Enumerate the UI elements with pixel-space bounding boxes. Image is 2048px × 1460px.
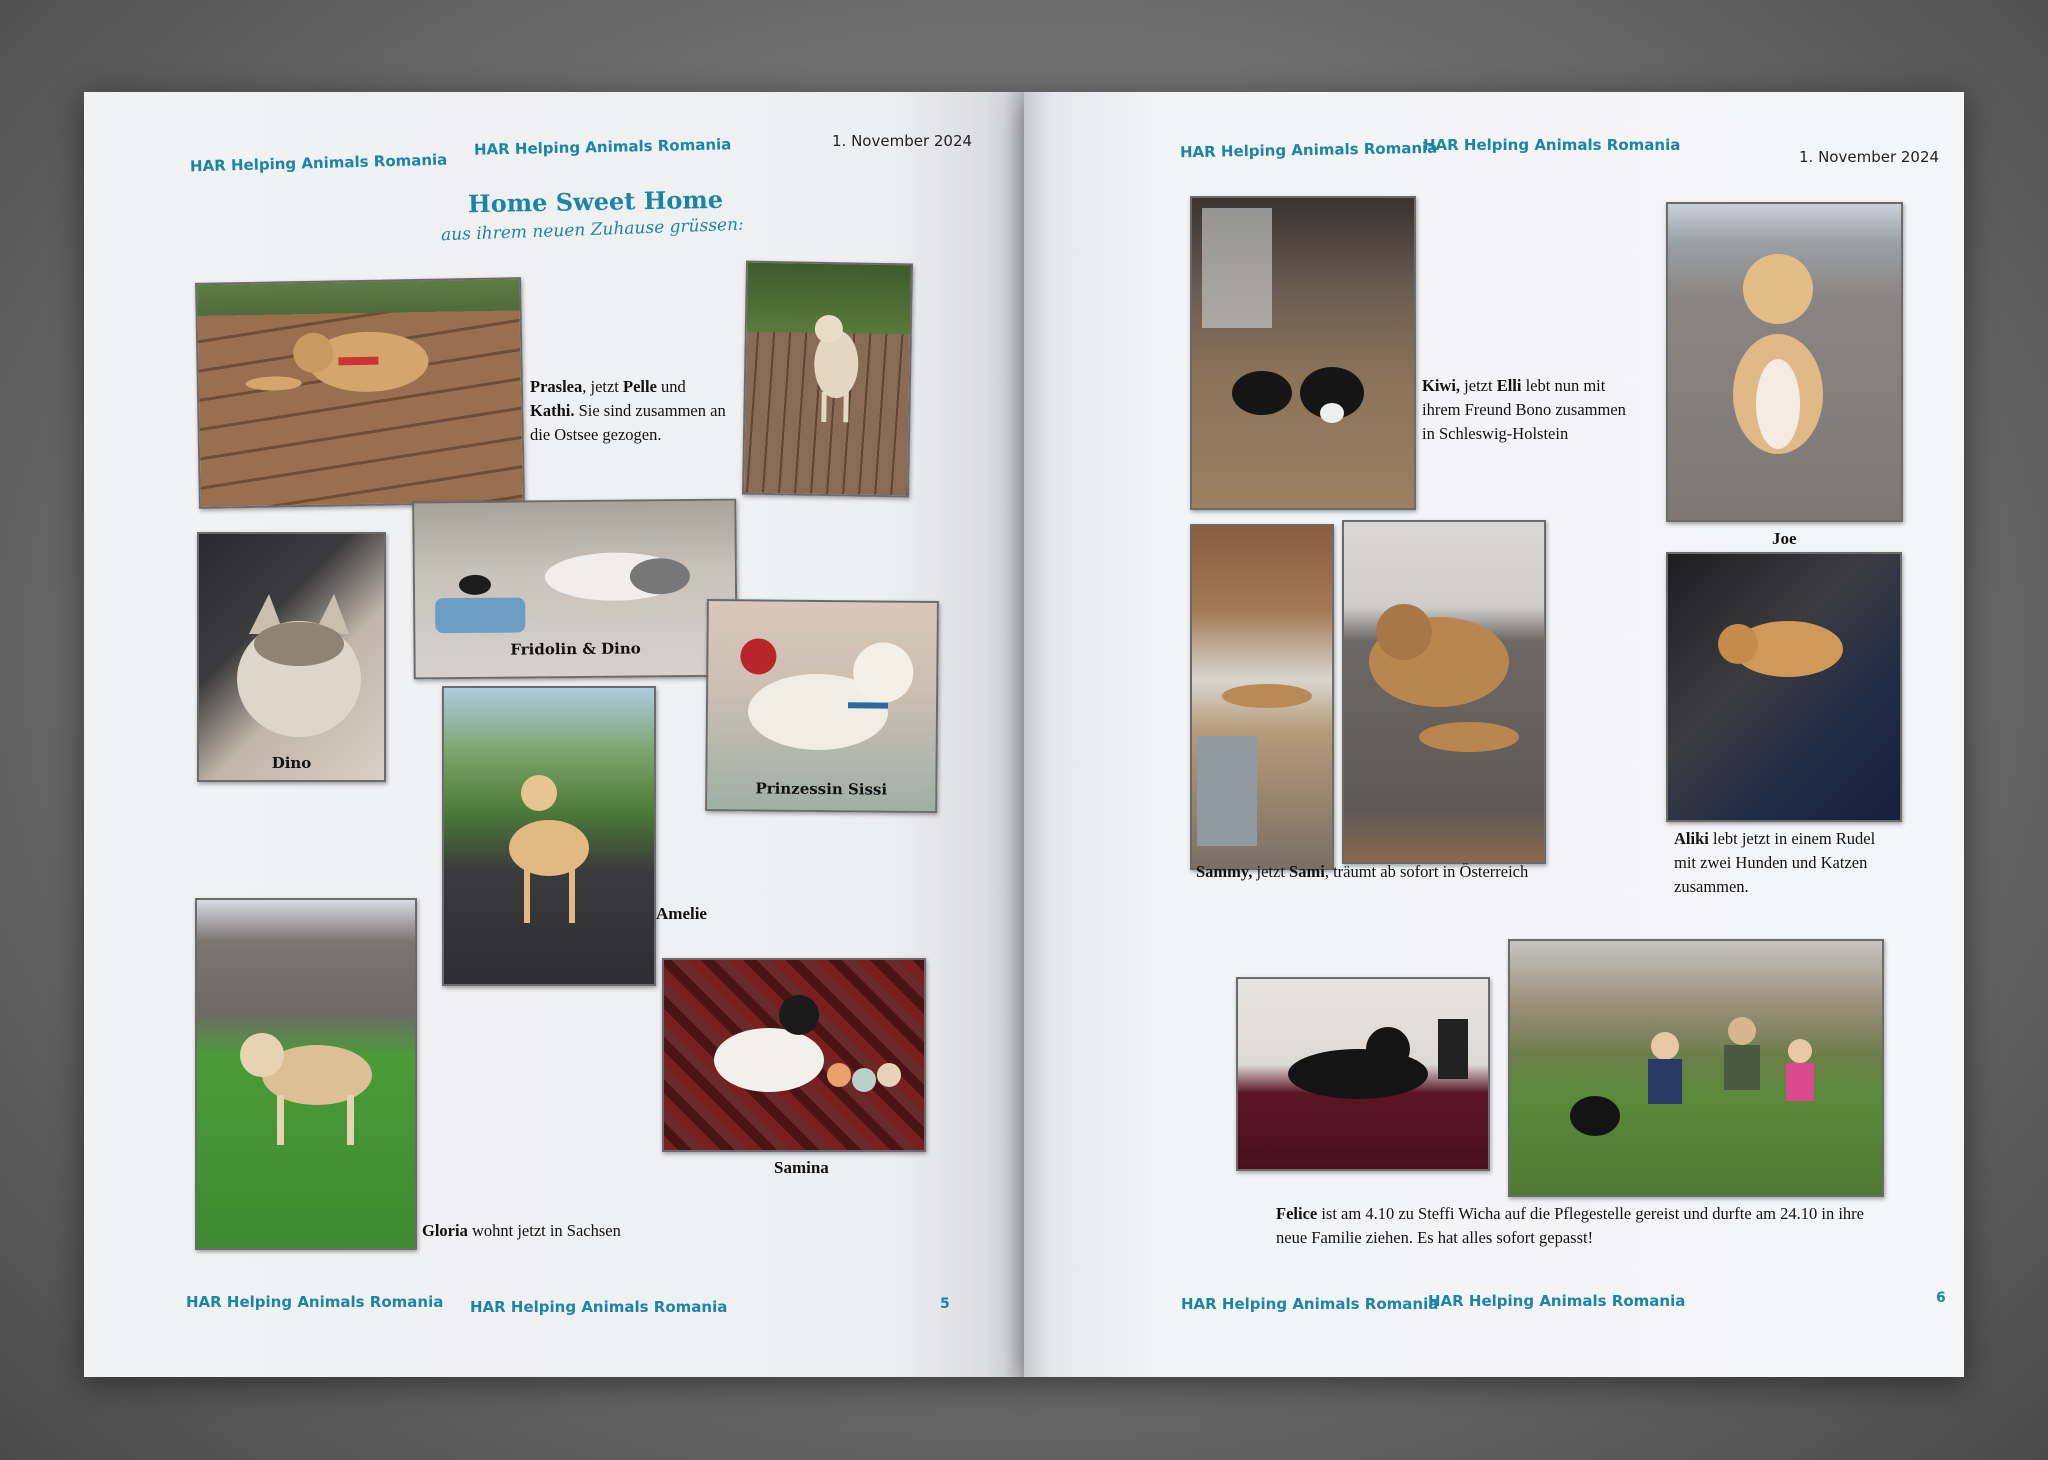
dog-photo	[1238, 979, 1488, 1169]
caption-text: jetzt	[1252, 862, 1290, 881]
photo-felice-bed	[1236, 977, 1490, 1171]
caption-kiwi	[1422, 374, 1627, 446]
photo-amelie	[442, 686, 656, 986]
footer-org-1: HAR Helping Animals Romania	[1181, 1295, 1439, 1313]
name-sammy: Sammy,	[1196, 862, 1253, 881]
page-subtitle: aus ihrem neuen Zuhause grüssen:	[440, 214, 745, 246]
photo-sammy-room	[1190, 524, 1334, 870]
page-number: 5	[940, 1296, 950, 1312]
dog-photo	[197, 279, 523, 507]
caption-text: lebt nun mit ihrem Freund Bono zusammen in Schleswig-Holstein	[1422, 376, 1626, 443]
header-org-1: HAR Helping Animals Romania	[189, 150, 448, 176]
dog-photo	[197, 900, 415, 1248]
photo-sissi	[705, 599, 939, 813]
name-praslea: Praslea	[530, 377, 583, 396]
photo-samina	[662, 958, 926, 1152]
footer-org-2: HAR Helping Animals Romania	[1428, 1292, 1686, 1310]
photo-dino-cat	[197, 532, 386, 782]
dog-photo	[744, 263, 911, 496]
photo-gloria	[195, 898, 417, 1250]
cat-photo	[199, 534, 384, 780]
caption-joe: Joe	[1772, 529, 1797, 548]
name-aliki: Aliki	[1674, 829, 1709, 848]
name-felice: Felice	[1276, 1204, 1318, 1223]
name-kathi: Kathi.	[530, 401, 575, 420]
header-org-1: HAR Helping Animals Romania	[1179, 138, 1438, 162]
photo-fridolin-dino	[412, 499, 738, 680]
dog-photo	[1192, 198, 1414, 508]
header-date: 1. November 2024	[832, 132, 973, 150]
dog-photo	[444, 688, 654, 984]
photo-kiwi	[1190, 196, 1416, 510]
caption-sammy	[1196, 860, 1528, 884]
dog-photo	[1510, 941, 1882, 1195]
caption-text: ist am 4.10 zu Steffi Wicha auf die Pflegestelle gereist und durfte am 24.10 in ihre neue Familie ziehen. Es hat alles sofort gepasst!	[1276, 1204, 1864, 1247]
caption-gloria	[422, 1219, 621, 1243]
caption-samina: Samina	[774, 1158, 829, 1177]
dog-photo	[1668, 204, 1901, 520]
caption-text: , jetzt	[582, 377, 624, 396]
photo-praslea-standing	[742, 261, 913, 498]
photo-aliki	[1666, 552, 1902, 822]
name-elli: Elli	[1496, 376, 1522, 395]
left-page	[84, 92, 1024, 1377]
caption-text: , träumt ab sofort in Österreich	[1324, 862, 1529, 881]
page-number: 6	[1936, 1290, 1946, 1306]
page-title: Home Sweet Home	[467, 184, 724, 219]
name-pelle: Pelle	[623, 377, 657, 396]
caption-aliki	[1674, 827, 1889, 899]
name-kiwi: Kiwi,	[1422, 376, 1461, 395]
name-sami: Sami	[1289, 862, 1325, 881]
caption-amelie: Amelie	[656, 904, 707, 923]
header-org-2: HAR Helping Animals Romania	[473, 135, 732, 159]
caption-sissi: Prinzessin Sissi	[755, 779, 888, 799]
caption-dino: Dino	[271, 754, 312, 772]
caption-text: und	[656, 377, 686, 396]
dog-photo	[664, 960, 924, 1150]
caption-text: jetzt	[1460, 376, 1497, 395]
dog-photo	[1344, 522, 1544, 862]
dog-photo	[1192, 526, 1332, 868]
caption-text: lebt jetzt in einem Rudel mit zwei Hunden und Katzen zusammen.	[1674, 829, 1876, 896]
magazine-spread	[84, 92, 1964, 1377]
caption-felice	[1276, 1202, 1866, 1250]
footer-org-1: HAR Helping Animals Romania	[186, 1293, 444, 1311]
caption-text: Sie sind zusammen an die Ostsee gezogen.	[530, 401, 726, 444]
caption-fridolin: Fridolin & Dino	[510, 639, 641, 659]
photo-praslea-deck	[195, 277, 525, 509]
name-gloria: Gloria	[422, 1221, 468, 1240]
caption-praslea	[530, 375, 730, 447]
photo-joe	[1666, 202, 1903, 522]
header-date: 1. November 2024	[1799, 148, 1940, 166]
photo-sammy-bed	[1342, 520, 1546, 864]
photo-felice-family	[1508, 939, 1884, 1197]
right-page	[1024, 92, 1964, 1377]
footer-org-2: HAR Helping Animals Romania	[470, 1298, 728, 1316]
dog-photo	[1668, 554, 1900, 820]
header-org-2: HAR Helping Animals Romania	[1423, 136, 1681, 154]
caption-text: wohnt jetzt in Sachsen	[467, 1221, 621, 1240]
